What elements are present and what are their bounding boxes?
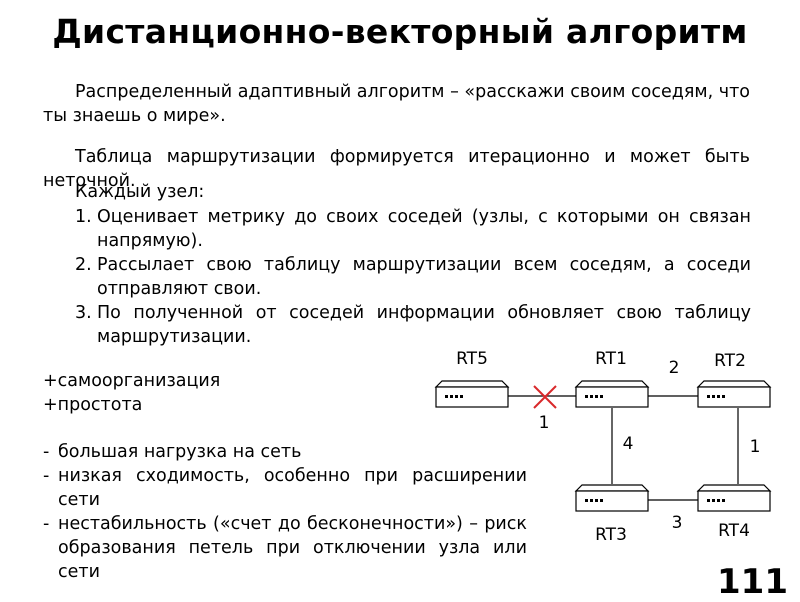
router-rt4-label: RT4 bbox=[718, 521, 750, 541]
step-text: Оценивает метрику до своих соседей (узлы, с которыми он связан напрямую). bbox=[97, 207, 751, 251]
router-rt3-label: RT3 bbox=[595, 525, 627, 545]
paragraph-text: Таблица маршрутизации формируется итерационно и может быть неточной. bbox=[43, 147, 750, 191]
step-number: 2. bbox=[75, 255, 92, 275]
metric-rt2-rt4: 1 bbox=[749, 437, 761, 457]
con-text: нестабильность («счет до бесконечности») – риск образования петель при отключении узла или сети bbox=[58, 514, 527, 582]
step-number: 3. bbox=[75, 303, 92, 323]
metric-rt5-rt1: 1 bbox=[538, 413, 550, 433]
router-rt1-icon bbox=[576, 381, 648, 407]
bullet-dash: - bbox=[43, 442, 50, 462]
router-rt5-label: RT5 bbox=[456, 349, 488, 369]
paragraph-text: Распределенный адаптивный алгоритм – «расскажи своим соседям, что ты знаешь о мире». bbox=[43, 82, 750, 126]
steps-intro: Каждый узел: bbox=[75, 182, 205, 202]
router-rt2-label: RT2 bbox=[714, 351, 746, 371]
bullet-dash: - bbox=[43, 514, 50, 534]
con-text: низкая сходимость, особенно при расширении сети bbox=[58, 466, 527, 510]
step-text: По полученной от соседей информации обновляет свою таблицу маршрутизации. bbox=[97, 303, 751, 347]
router-rt4-icon bbox=[698, 485, 770, 511]
router-rt2-icon bbox=[698, 381, 770, 407]
metric-rt3-rt4: 3 bbox=[671, 513, 683, 533]
metric-rt1-rt2: 2 bbox=[668, 358, 680, 378]
step-number: 1. bbox=[75, 207, 92, 227]
pro-item: +простота bbox=[43, 395, 143, 415]
pro-item: +самоорганизация bbox=[43, 371, 221, 391]
step-text: Рассылает свою таблицу маршрутизации всем соседям, а соседи отправляют свои. bbox=[97, 255, 751, 299]
slide-title: Дистанционно-векторный алгоритм bbox=[52, 12, 748, 51]
slide-number: 111 bbox=[717, 562, 788, 602]
router-rt1-label: RT1 bbox=[595, 349, 627, 369]
metric-rt1-rt3: 4 bbox=[622, 434, 634, 454]
router-rt3-icon bbox=[576, 485, 648, 511]
bullet-dash: - bbox=[43, 466, 50, 486]
router-rt5-icon bbox=[436, 381, 508, 407]
con-text: большая нагрузка на сеть bbox=[58, 442, 302, 462]
broken-link-cross-icon bbox=[534, 386, 556, 408]
